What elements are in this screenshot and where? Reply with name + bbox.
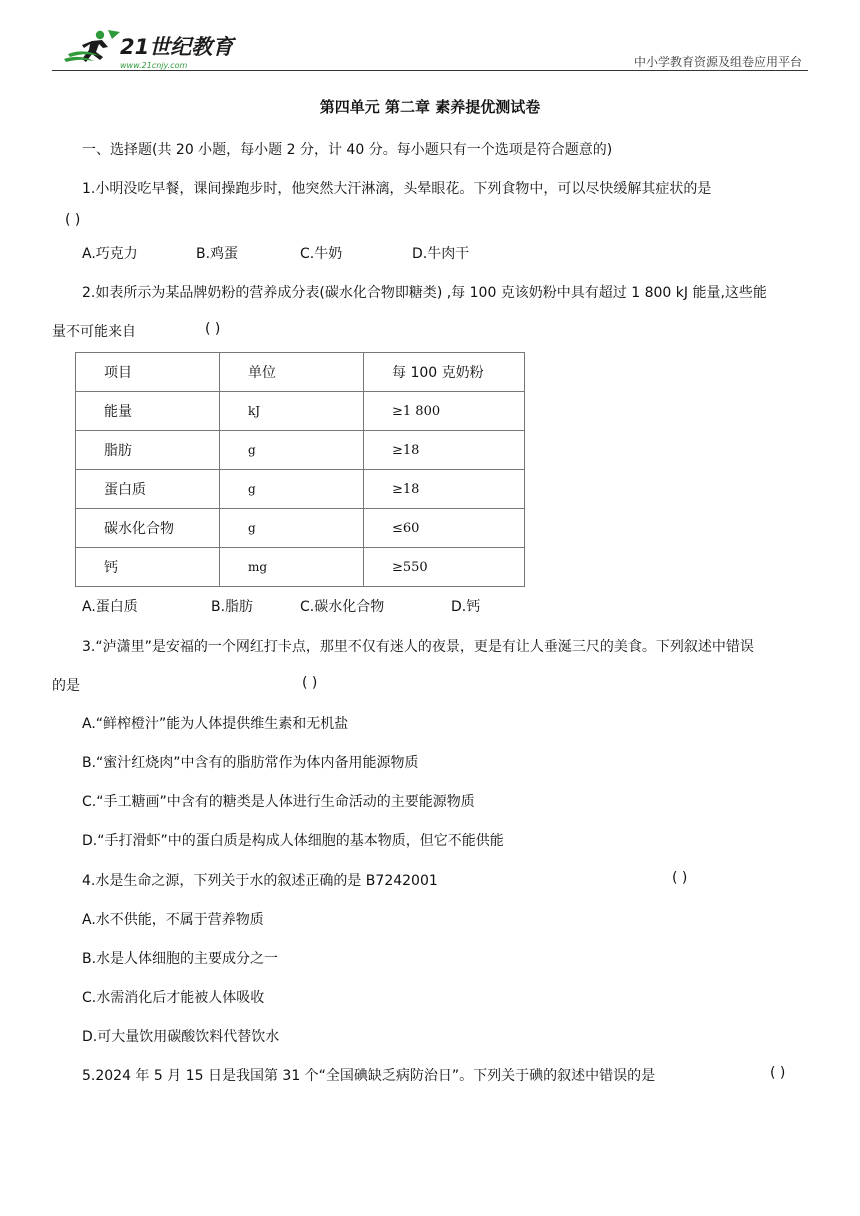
question-3-stem-line1: 3.“泸潇里”是安福的一个网红打卡点，那里不仅有迷人的夜景，更是有让人垂涎三尺的美食。下列叙述中错误 — [82, 639, 754, 655]
table-row — [76, 392, 525, 431]
page-header — [52, 26, 808, 72]
q2-option-d: D.钙 — [451, 599, 481, 615]
table-row — [76, 470, 525, 509]
q3-option-c: C.“手工糖画”中含有的糖类是人体进行生命活动的主要能源物质 — [82, 794, 475, 810]
table-cell: g — [220, 470, 364, 509]
page-title: 第四单元 第二章 素养提优测试卷 — [319, 98, 541, 116]
table-header-cell: 单位 — [220, 353, 364, 392]
logo-main-text: 21世纪教育 — [120, 35, 234, 59]
platform-text: 中小学教育资源及组卷应用平台 — [633, 55, 802, 69]
table-cell: 蛋白质 — [76, 470, 220, 509]
logo-21cnjy — [62, 26, 242, 72]
q4-option-d: D.可大量饮用碳酸饮料代替饮水 — [82, 1029, 280, 1045]
table-cell: ≥550 — [364, 548, 525, 587]
table-row — [76, 431, 525, 470]
table-cell: ≥18 — [364, 431, 525, 470]
table-row — [76, 548, 525, 587]
q4-option-a: A.水不供能，不属于营养物质 — [82, 912, 264, 928]
table-row — [76, 509, 525, 548]
table-header-cell: 项目 — [76, 353, 220, 392]
q2-option-c: C.碳水化合物 — [300, 599, 385, 615]
table-cell: 碳水化合物 — [76, 509, 220, 548]
question-1-stem: 1.小明没吃早餐，课间操跑步时，他突然大汗淋漓，头晕眼花。下列食物中，可以尽快缓解其症状的是 — [82, 181, 712, 197]
q2-option-a: A.蛋白质 — [82, 599, 138, 615]
question-1-answer-blank: ( ) — [65, 212, 81, 228]
question-5-answer-blank: ( ) — [770, 1065, 786, 1081]
table-header-row — [76, 353, 525, 392]
table-cell: ≥1 800 — [364, 392, 525, 431]
q3-option-d: D.“手打滑虾”中的蛋白质是构成人体细胞的基本物质，但它不能供能 — [82, 833, 504, 849]
question-5-stem: 5.2024 年 5 月 15 日是我国第 31 个“全国碘缺乏病防治日”。下列关于碘的叙述中错误的是 — [82, 1068, 656, 1084]
q2-option-b: B.脂肪 — [211, 599, 254, 615]
section-heading: 一、选择题(共 20 小题，每小题 2 分，计 40 分。每小题只有一个选项是符合题意的) — [82, 142, 613, 158]
question-2-stem-line1: 2.如表所示为某品牌奶粉的营养成分表(碳水化合物即糖类) ,每 100 克该奶粉中具有超过 1 800 kJ 能量,这些能 — [82, 285, 767, 301]
question-3-answer-blank: ( ) — [302, 675, 318, 691]
q4-option-c: C.水需消化后才能被人体吸收 — [82, 990, 265, 1006]
table-cell: g — [220, 509, 364, 548]
q3-option-a: A.“鲜榨橙汁”能为人体提供维生素和无机盐 — [82, 716, 349, 732]
runner-icon — [64, 30, 120, 62]
q1-option-a: A.巧克力 — [82, 246, 138, 262]
question-4-answer-blank: ( ) — [672, 870, 688, 886]
header-divider — [52, 70, 808, 71]
table-cell: ≤60 — [364, 509, 525, 548]
question-3-stem-line2: 的是 — [52, 678, 80, 694]
table-header-cell: 每 100 克奶粉 — [364, 353, 525, 392]
question-2-stem-line2: 量不可能来自 — [52, 324, 136, 340]
table-cell: mg — [220, 548, 364, 587]
question-4-stem: 4.水是生命之源，下列关于水的叙述正确的是 B7242001 — [82, 873, 438, 889]
table-cell: kJ — [220, 392, 364, 431]
q4-option-b: B.水是人体细胞的主要成分之一 — [82, 951, 279, 967]
nutrition-table — [75, 352, 525, 587]
table-cell: 钙 — [76, 548, 220, 587]
table-cell: 脂肪 — [76, 431, 220, 470]
q1-option-d: D.牛肉干 — [412, 246, 470, 262]
q3-option-b: B.“蜜汁红烧肉”中含有的脂肪常作为体内备用能源物质 — [82, 755, 419, 771]
table-cell: ≥18 — [364, 470, 525, 509]
logo-url-text: www.21cnjy.com — [120, 61, 188, 70]
question-2-answer-blank: ( ) — [205, 321, 221, 337]
q1-option-c: C.牛奶 — [300, 246, 343, 262]
table-cell: 能量 — [76, 392, 220, 431]
table-cell: g — [220, 431, 364, 470]
q1-option-b: B.鸡蛋 — [196, 246, 239, 262]
